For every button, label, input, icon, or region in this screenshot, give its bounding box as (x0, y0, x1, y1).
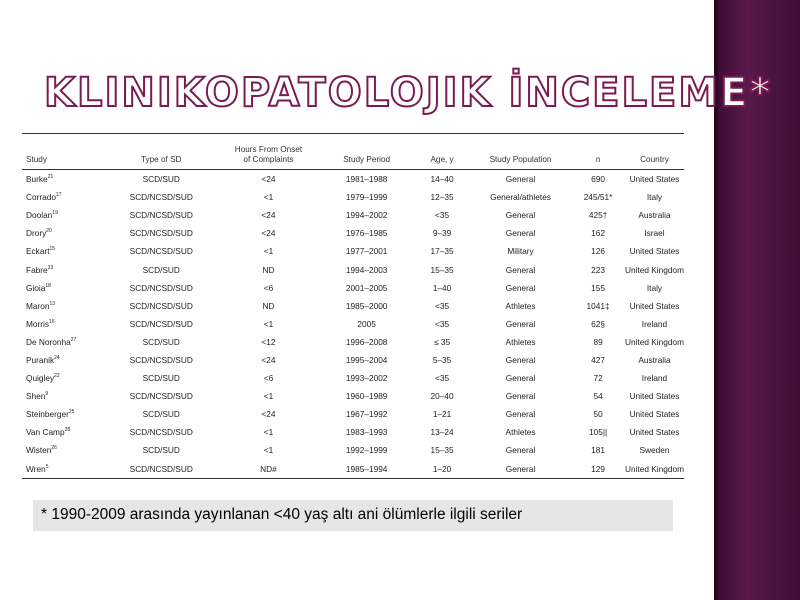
cell-n: 155 (591, 282, 606, 293)
cell-country: United States (629, 427, 680, 438)
study-name: Eckart (26, 246, 50, 257)
cell-age: <35 (435, 210, 450, 221)
study-name: Quigley (26, 373, 55, 384)
cell-country: United States (629, 391, 680, 402)
study-name: Van Camp (26, 427, 65, 438)
study-table (22, 133, 684, 479)
cell-period: 1977–2001 (345, 246, 388, 257)
cell-age: 5–35 (432, 354, 452, 365)
cell-hours: <24 (261, 174, 276, 185)
cell-population: General (505, 373, 536, 384)
table-row (22, 188, 684, 206)
table-body (22, 170, 684, 478)
cell-n: 223 (591, 264, 606, 275)
study-name: Fabre (26, 264, 48, 275)
header-period: Study Period (319, 134, 414, 170)
cell-n: 162 (591, 228, 606, 239)
cell-study (22, 369, 105, 387)
cell-type: SCD/SUD (142, 264, 180, 275)
cell-type: SCD/NCSD/SUD (129, 354, 193, 365)
header-n: n (571, 134, 625, 170)
reference-number: 17 (55, 192, 62, 199)
study-name: Steinberger (26, 409, 69, 420)
cell-period: 1994–2002 (345, 210, 388, 221)
cell-type: SCD/SUD (142, 373, 180, 384)
cell-type: SCD/NCSD/SUD (129, 282, 193, 293)
cell-hours: <24 (261, 228, 276, 239)
study-name: Gioia (26, 282, 46, 293)
header-study: Study (22, 134, 105, 170)
cell-country: Australia (638, 354, 671, 365)
reference-number: 15 (49, 246, 56, 253)
cell-n: 50 (593, 409, 603, 420)
cell-population: Military (507, 246, 534, 257)
cell-period: 1985–1994 (345, 463, 388, 474)
table (22, 134, 684, 478)
cell-study (22, 260, 105, 278)
table-row (22, 369, 684, 387)
cell-population: General (505, 228, 536, 239)
reference-number: 16 (49, 318, 55, 325)
footnote-box (33, 500, 673, 531)
table-row (22, 242, 684, 260)
table-row (22, 297, 684, 315)
cell-period: 1981–1988 (345, 174, 388, 185)
cell-type: SCD/NCSD/SUD (129, 463, 193, 474)
reference-number: 21 (47, 174, 54, 181)
table-row (22, 279, 684, 297)
cell-age: <35 (435, 300, 450, 311)
reference-number: 5 (45, 463, 49, 470)
header-row (22, 134, 684, 170)
cell-population: General (505, 282, 536, 293)
header-population: Study Population (470, 134, 571, 170)
table-header (22, 134, 684, 170)
cell-age: 12–35 (430, 192, 454, 203)
cell-country: Sweden (639, 445, 670, 456)
table-bottom-rule (22, 478, 684, 479)
cell-population: General (505, 391, 536, 402)
cell-hours: ND (262, 300, 275, 311)
reference-number: 9 (45, 391, 49, 398)
cell-population: General (505, 445, 536, 456)
cell-age: 15–35 (430, 445, 454, 456)
study-name: De Noronha (26, 336, 71, 347)
study-name: Shen (26, 391, 46, 402)
study-name: Puranik (26, 354, 55, 365)
cell-study (22, 279, 105, 297)
cell-period: 1960–1989 (345, 391, 388, 402)
table-row (22, 423, 684, 441)
cell-study (22, 405, 105, 423)
cell-n: 129 (591, 463, 606, 474)
cell-age: 14–40 (430, 174, 454, 185)
table-row (22, 206, 684, 224)
cell-study (22, 315, 105, 333)
study-name: Morris (26, 318, 50, 329)
cell-type: SCD/SUD (142, 174, 180, 185)
slide-title: KLINIKOPATOLOJIK İNCELEME* (44, 70, 773, 116)
header-hours (218, 134, 319, 170)
cell-period: 2001–2005 (345, 282, 388, 293)
cell-age: <35 (435, 373, 450, 384)
study-name: Burke (26, 174, 48, 185)
table-row (22, 441, 684, 459)
table-row (22, 405, 684, 423)
cell-n: 427 (591, 354, 606, 365)
cell-population: Athletes (505, 336, 536, 347)
cell-country: Ireland (641, 373, 668, 384)
cell-age: 1–40 (432, 282, 452, 293)
cell-population: General (505, 174, 536, 185)
cell-n: 105|| (589, 427, 608, 438)
cell-hours: ND (262, 264, 275, 275)
reference-number: 22 (54, 373, 60, 380)
cell-n: 126 (591, 246, 606, 257)
cell-age: <35 (435, 318, 450, 329)
reference-number: 26 (51, 445, 57, 452)
cell-population: General (505, 409, 536, 420)
study-name: Maron (26, 300, 50, 311)
cell-period: 1976–1985 (345, 228, 388, 239)
reference-number: 20 (46, 228, 52, 235)
cell-country: Australia (638, 210, 671, 221)
cell-study (22, 423, 105, 441)
cell-n: 181 (591, 445, 606, 456)
header-hours-line1: Hours From Onset (234, 145, 303, 154)
cell-country: United States (629, 174, 680, 185)
study-name: Wisten (26, 445, 52, 456)
cell-country: Italy (646, 282, 663, 293)
cell-type: SCD/NCSD/SUD (129, 300, 193, 311)
table-row (22, 260, 684, 278)
reference-number: 27 (70, 336, 77, 343)
cell-type: SCD/SUD (142, 409, 180, 420)
cell-age: 1–21 (432, 409, 452, 420)
reference-number: 28 (64, 427, 71, 434)
cell-period: 1994–2003 (345, 264, 388, 275)
cell-population: General (505, 463, 536, 474)
cell-hours: <1 (263, 445, 274, 456)
cell-population: General/athletes (490, 192, 551, 203)
cell-study (22, 242, 105, 260)
cell-population: General (505, 264, 536, 275)
cell-period: 1967–1992 (345, 409, 388, 420)
study-name: Doolan (26, 210, 53, 221)
cell-age: 9–39 (432, 228, 452, 239)
cell-age: 15–35 (430, 264, 454, 275)
cell-age: 13–24 (430, 427, 454, 438)
cell-n: 54 (593, 391, 603, 402)
cell-hours: <12 (261, 336, 276, 347)
footnote-text: * 1990-2009 arasında yayınlanan <40 yaş altı ani ölümlerle ilgili seriler (41, 506, 523, 523)
reference-number: 25 (68, 409, 75, 416)
cell-period: 1985–2000 (345, 300, 388, 311)
cell-type: SCD/NCSD/SUD (129, 210, 193, 221)
cell-n: 425† (588, 210, 608, 221)
cell-country: United Kingdom (624, 336, 684, 347)
cell-type: SCD/SUD (142, 445, 180, 456)
cell-hours: <6 (263, 373, 274, 384)
cell-study (22, 351, 105, 369)
cell-study (22, 441, 105, 459)
cell-period: 1995–2004 (345, 354, 388, 365)
study-name: Drory (26, 228, 47, 239)
header-type: Type of SD (105, 134, 218, 170)
cell-hours: ND# (260, 463, 277, 474)
cell-population: General (505, 318, 536, 329)
reference-number: 23 (47, 264, 54, 271)
header-country: Country (625, 134, 684, 170)
cell-hours: <1 (263, 318, 274, 329)
cell-hours: <1 (263, 427, 274, 438)
cell-country: Israel (644, 228, 665, 239)
table-row (22, 170, 684, 189)
cell-country: United States (629, 300, 680, 311)
cell-hours: <1 (263, 192, 274, 203)
cell-age: 20–40 (430, 391, 454, 402)
cell-study (22, 387, 105, 405)
cell-n: 72 (593, 373, 603, 384)
table-row (22, 460, 684, 478)
cell-study (22, 206, 105, 224)
cell-type: SCD/NCSD/SUD (129, 228, 193, 239)
reference-number: 13 (49, 300, 56, 307)
cell-country: Ireland (641, 318, 668, 329)
cell-n: 245/51* (583, 192, 613, 203)
table-row (22, 315, 684, 333)
cell-study (22, 188, 105, 206)
cell-hours: <24 (261, 409, 276, 420)
cell-country: United Kingdom (624, 264, 684, 275)
table-row (22, 387, 684, 405)
header-age: Age, y (414, 134, 470, 170)
cell-period: 1992–1999 (345, 445, 388, 456)
cell-hours: <24 (261, 210, 276, 221)
cell-study (22, 170, 105, 189)
cell-type: SCD/SUD (142, 336, 180, 347)
cell-country: United Kingdom (624, 463, 684, 474)
cell-type: SCD/NCSD/SUD (129, 192, 193, 203)
cell-age: 1–20 (432, 463, 452, 474)
cell-country: United States (629, 409, 680, 420)
cell-country: United States (629, 246, 680, 257)
cell-study (22, 224, 105, 242)
reference-number: 24 (54, 354, 60, 361)
cell-period: 1996–2008 (345, 336, 388, 347)
study-name: Wren (26, 463, 46, 474)
cell-hours: <24 (261, 354, 276, 365)
cell-study (22, 460, 105, 478)
cell-country: Italy (646, 192, 663, 203)
cell-n: 62§ (591, 318, 606, 329)
table-row (22, 224, 684, 242)
cell-population: Athletes (505, 300, 536, 311)
cell-n: 690 (591, 174, 606, 185)
study-name: Corrado (26, 192, 56, 203)
cell-type: SCD/NCSD/SUD (129, 427, 193, 438)
cell-type: SCD/NCSD/SUD (129, 391, 193, 402)
cell-age: ≤ 35 (434, 336, 451, 347)
cell-hours: <1 (263, 246, 274, 257)
cell-hours: <1 (263, 391, 274, 402)
cell-period: 2005 (357, 318, 376, 329)
cell-population: Athletes (505, 427, 536, 438)
cell-study (22, 297, 105, 315)
header-hours-line2: of Complaints (243, 155, 294, 164)
cell-n: 1041‡ (586, 300, 610, 311)
cell-period: 1993–2002 (345, 373, 388, 384)
table-row (22, 333, 684, 351)
cell-type: SCD/NCSD/SUD (129, 318, 193, 329)
reference-number: 19 (52, 210, 58, 217)
cell-period: 1983–1993 (345, 427, 388, 438)
cell-population: General (505, 210, 536, 221)
cell-type: SCD/NCSD/SUD (129, 246, 193, 257)
cell-n: 89 (593, 336, 603, 347)
reference-number: 18 (45, 282, 51, 289)
cell-period: 1979–1999 (345, 192, 388, 203)
cell-hours: <6 (263, 282, 274, 293)
cell-population: General (505, 354, 536, 365)
cell-age: 17–35 (430, 246, 454, 257)
cell-study (22, 333, 105, 351)
table-row (22, 351, 684, 369)
